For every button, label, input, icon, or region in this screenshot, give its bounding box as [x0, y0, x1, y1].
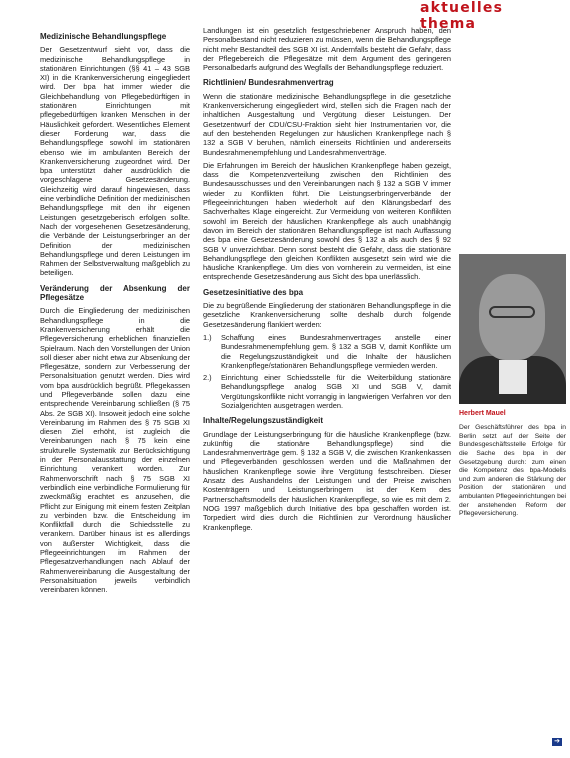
list-text: Einrichtung einer Schiedsstelle für die Weiterbildung stationäre Behandlungspflege analog SGB XI und SGB V, damit Vergütungskonflikte nicht vorrangig in langwierigen Verfahren vor den Sozialgerichten ausgetragen werden. — [221, 373, 451, 410]
heading-inhalte: Inhalte/Regelungszuständigkeit — [203, 416, 324, 426]
paragraph: Grundlage der Leistungserbringung für die häusliche Krankenpflege (bzw. zukünftig die stationäre Behandlungspflege) sind die Landesrahmenverträge gem. § 132 a SGB V, die zwischen Krankenkassen und Pflegeverbänden geschlossen werden und die Maßnahmen der häuslichen Krankenpflege sowie ihre Vergütung festschreiben. Dieser Ansatz des Aushandelns der Leistungen und der Preise zwischen Kostenträgern und Leistungserbringern ist der Kern des Partnerschaftsmodells der häuslichen Krankenpflege, so wie es mit dem 2. NOG 1997 maßgeblich durch Initiative des bpa geschaffen worden ist. Torpediert wird dies durch die Richtlinien zur Verordnung häuslicher Krankenpflege. — [203, 429, 451, 532]
paragraph: Der Gesetzentwurf sieht vor, dass die medizinische Behandlungspflege in stationären Einrichtungen (§§ 41 – 43 SGB XI) in die Krankenversicherung eingegliedert wird. Der bpa hat immer wieder die Gleichbehandlung von Pflegebedürftigen in stationären Einrichtungen mit pflegebedürftigen kranken Menschen in der Häuslichkeit gefordert. Wesentliches Element dieser Forderung war, dass die Behandlungspflege sowohl im stationären ebenso wie im ambulanten Bereich der Krankenversicherung zugeordnet wird. Der bpa unterstützt daher ausdrücklich die vorgeschlagene Gesetzesänderung. Gleichzeitig wird darauf hingewiesen, dass eine verbindliche Definition der medizinischen Behandlungspflege mit den ihr eigenen Leistungen gesetzgeberisch erfolgen sollte. Nach der vorgesehenen Gesetzesänderung, die Verbände der Leistungserbringer an der Definition der medizinischen Behandlungspflege und deren Leistungen im Rahmen der Selbstverwaltung maßgeblich zu beteiligen. — [40, 45, 190, 278]
paragraph: Durch die Eingliederung der medizinischen Behandlungspflege in die Krankenversicherung erhält die Pflegeversicherung erheblichen finanziellen Spielraum. Nach den Vorstellungen der Union soll dieser aber nicht etwa zur Absenkung der Pflegesätze, sondern zur Verbesserung der Personalsituation genutzt werden. Dies wird vom bpa ausdrücklich begrüßt. Pflegekassen und Pflegeverbände sollen dazu eine entsprechende Vereinbarung schließen (§ 75 Abs. 2e SGB XI). Insoweit jedoch eine solche Vereinbarung im Rahmen des § 75 SGB XI diesen Ziel erhöht, ist zugleich die Vereinbarungen nach § 75 kein eine strukturelle Systematik zur Berücksichtigung in der Personalausstattung der einzelnen Einrichtung verankert worden. Zur Rahmenvorschrift nach § 75 SGB XI verbindlich eine verbindliche Formulierung für zweckmäßig erachtet es anzusehen, die Pflicht zur Einigung mit einem festen Zeitplan zu verbinden bzw. die Entscheidung im Konfliktfall durch die Schiedsstelle zu verankern. Darüber hinaus ist es allerdings von äußerster Wichtigkeit, dass die Pflegeeinrichtungen im Rahmen der Pflegesatzverhandlungen nach Ablauf der Rahmenvereinbarung die Ausgestaltung der Personalsituation jeweils verbindlich vereinbaren können. — [40, 306, 190, 595]
column-left — [40, 26, 190, 748]
portrait-glasses — [489, 306, 535, 318]
continue-arrow-icon[interactable]: ➔ — [552, 738, 562, 746]
section-header — [420, 0, 570, 32]
caption-name: Herbert Mauel — [459, 410, 506, 417]
heading-behandlungspflege: Medizinische Behandlungspflege — [40, 32, 167, 41]
paragraph: Wenn die stationäre medizinische Behandlungspflege in die gesetzliche Krankenversicherung eingegliedert wird, stellen sich die Fragen nach der inhaltlichen Ausgestaltung und Vergütung dieser Leistungen. Der Gesetzentwurf der CDU/CSU-Fraktion sieht hier Instrumentarien vor, die auf den bestehenden Regelungen zur häuslichen Krankenpflege nach § 132 a SGB V beruhen, nämlich einerseits Richtlinien und andererseits Bundesrahmenempfehlung und Landesrahmenverträge. — [203, 91, 451, 157]
portrait-photo — [459, 254, 566, 404]
paragraph: Landlungen ist ein gesetzlich festgeschriebener Anspruch haben, den Personalbestand nicht reduzieren zu müssen, wenn die Behandlungspflege nicht mehr Bestandteil des SGB XI ist. Andernfalls besteht die Gefahr, dass der Pflegebereich die Pflegesätze mit dem Argument des geringeren Personalbedarfs aufgrund des Wegfalls der Behandlungspflege reduziert. — [203, 26, 451, 73]
list-text: Schaffung eines Bundesrahmenvertrages anstelle einer Bundesrahmenempfehlung gem. § 132 a SGB V, damit Konflikte um die Regelungszuständigkeit und die Inhalte der häuslichen Krankenpflege/stationären Behandlungspflege vermieden werden. — [221, 332, 451, 370]
portrait-collar — [499, 360, 527, 394]
paragraph: Die Erfahrungen im Bereich der häuslichen Krankenpflege haben gezeigt, dass die Kompetenzverteilung zwischen den Richtlinien des Bundesausschusses und den Vereinbarungen nach § 132 a SGB V immer wieder zu Konflikten führt. Die Leistungserbringerverbände der Pflegeeinrichtungen haben wiederholt auf den Klärungsbedarf des Sachverhaltes Klage eingereicht. Zur Vermeidung von weiteren Konflikten sowohl im Bereich der häuslichen Krankenpflege als auch unabhängig davon im Bereich der stationären Behandlungspflege ist nach Auffassung des bpa eine Gesetzesänderung sowohl des § 132 a als auch des § 92 SGB V unverzichtbar. Denn sonst besteht die Gefahr, dass die stationäre Behandlungspflege den gleichen Konflikten ausgesetzt sein wird wie die häusliche Krankenpflege. Um dies von vornherein zu vermeiden, ist eine entsprechende Gesetzesänderung aus Sicht des bpa unerlässlich. — [203, 160, 451, 282]
list-item — [203, 373, 451, 410]
paragraph: Die zu begrüßende Eingliederung der stationären Behandlungspflege in die gesetzliche Krankenversicherung sollte deshalb durch folgende Gesetzesänderung flankiert werden: — [203, 301, 451, 329]
list-number: 2.) — [203, 373, 212, 383]
column-sidebar — [459, 254, 566, 519]
section-title: aktuelles thema — [420, 0, 504, 32]
numbered-list — [203, 333, 451, 410]
heading-absenkung: Veränderung der Absenkung der Pflegesätze — [40, 283, 190, 303]
caption-text: Der Geschäftsführer des bpa in Berlin setzt auf der Seite der Bundesgeschäftsstelle Erfolge für die Sache des bpa in der Gesetzgebung durch: zum einen die Kompetenz des bpa-Modells und zum anderen die Stärkung der Position der stationären und ambulanten Pflegeeinrichtungen bei der anstehenden Reform der Pflegeversicherung. — [459, 424, 566, 518]
list-number: 1.) — [203, 332, 212, 342]
heading-richtlinien: Richtlinien/ Bundesrahmenvertrag — [203, 78, 334, 88]
column-middle — [203, 26, 451, 748]
list-item — [203, 333, 451, 370]
heading-gesetzesinitiative: Gesetzesinitiative des bpa — [203, 287, 304, 297]
